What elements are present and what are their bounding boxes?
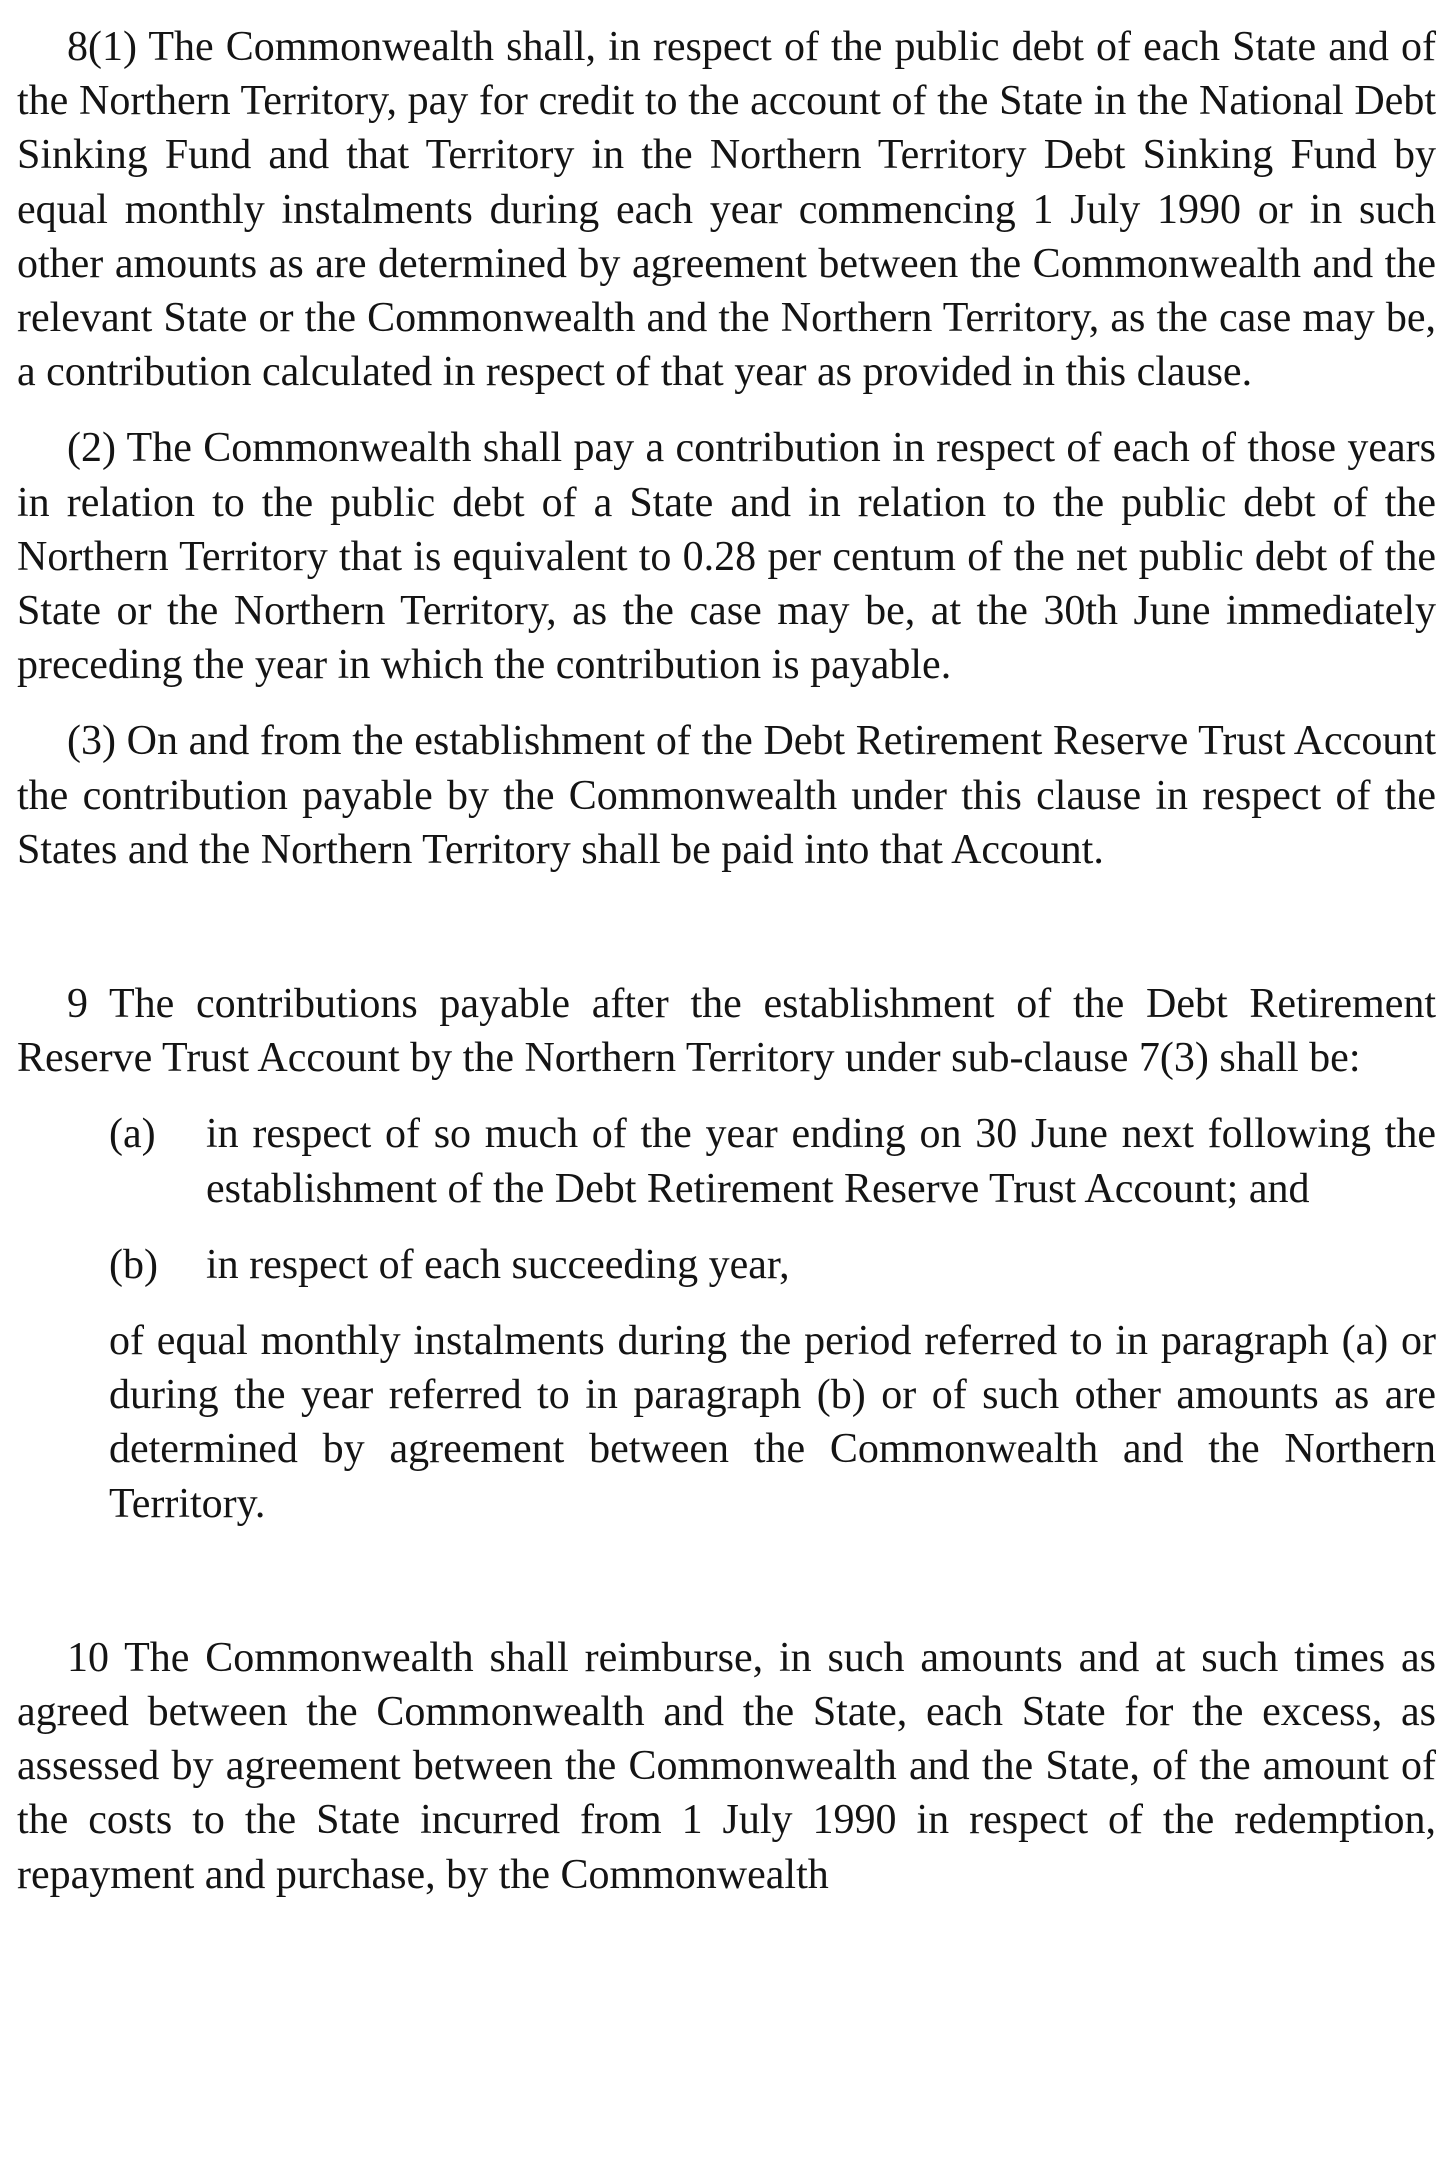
- paragraph-spacer: [17, 1085, 1436, 1107]
- section-spacer: [17, 877, 1436, 977]
- paragraph-spacer: [17, 692, 1436, 714]
- item-text: in respect of each succeeding year,: [206, 1241, 790, 1288]
- paragraph-spacer: [17, 1292, 1436, 1314]
- item-text: in respect of so much of the year ending on 30 June next following the establishment of the Debt Retirement Reserve Trust Account; and: [206, 1111, 1436, 1212]
- paragraph-spacer: [17, 399, 1436, 421]
- clause-10-paragraph-1: 10 The Commonwealth shall reimburse, in such amounts and at such times as agreed between the Commonwealth and the State, each State for the excess, as assessed by agreement between the Commonwealth and the State, of the amount of the costs to the State incurred from 1 July 1990 in respect of the redemption, repayment and purchase, by the Commonwealth: [17, 1634, 1436, 1898]
- section-spacer: [17, 1531, 1436, 1631]
- item-label: (b): [109, 1241, 158, 1288]
- clause-9-item-b: [17, 1238, 1436, 1292]
- item-label: (a): [109, 1111, 156, 1158]
- clause-9-intro: 9 The contributions payable after the establishment of the Debt Retirement Reserve Trust Account by the Northern Territory under sub-clause 7(3) shall be:: [17, 981, 1436, 1082]
- clause-9-item-a: [17, 1107, 1436, 1215]
- clause-8-paragraph-1: 8(1) The Commonwealth shall, in respect of the public debt of each State and of the Northern Territory, pay for credit to the account of the State in the National Debt Sinking Fund and that Territory in the Northern Territory Debt Sinking Fund by equal monthly instalments during each year commencing 1 July 1990 or in such other amounts as are determined by agreement between the Commonwealth and the relevant State or the Commonwealth and the Northern Territory, as the case may be, a contribution calculated in respect of that year as provided in this clause.: [17, 24, 1436, 396]
- clause-9-tail: of equal monthly instalments during the period referred to in paragraph (a) or during the year referred to in paragraph (b) or of such other amounts as are determined by agreement between the Commonwealth and the Northern Territory.: [109, 1318, 1436, 1527]
- clause-8-paragraph-3: (3) On and from the establishment of the Debt Retirement Reserve Trust Account the contribution payable by the Commonwealth under this clause in respect of the States and the Northern Territory shall be paid into that Account.: [17, 718, 1436, 873]
- clause-8-paragraph-2: (2) The Commonwealth shall pay a contribution in respect of each of those years in relation to the public debt of a State and in relation to the public debt of the Northern Territory that is equivalent to 0.28 per centum of the net public debt of the State or the Northern Territory, as the case may be, at the 30th June immediately preceding the year in which the contribution is payable.: [17, 425, 1436, 689]
- paragraph-spacer: [17, 1216, 1436, 1238]
